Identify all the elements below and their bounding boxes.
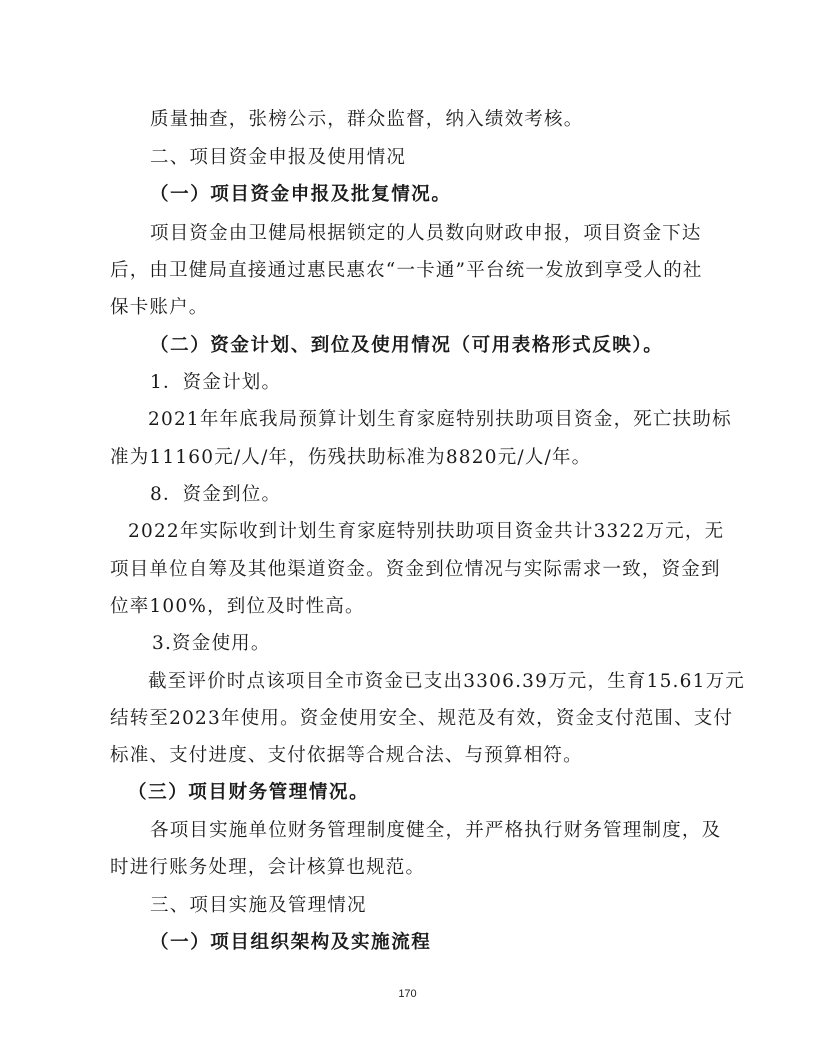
subsection-heading: （一）项目资金申报及批复情况。	[150, 184, 452, 205]
body-text-line: 2021年年底我局预算计划生育家庭特别扶助项目资金，死亡扶助标	[148, 409, 732, 430]
subsection-heading: （三）项目财务管理情况。	[128, 782, 370, 803]
body-text-line: 后，由卫健局直接通过惠民惠农“一卡通”平台统一发放到享受人的社	[110, 260, 703, 281]
subsection-heading: （二）资金计划、到位及使用情况（可用表格形式反映）。	[150, 335, 664, 356]
body-text-line: 项目资金由卫健局根据锁定的人员数向财政申报，项目资金下达	[150, 223, 702, 244]
body-text-line: 截至评价时点该项目全市资金已支出3306.39万元，生育15.61万元	[148, 671, 745, 692]
subsection-heading: （一）项目组织架构及实施流程	[150, 932, 432, 953]
body-text-line: 2022年实际收到计划生育家庭特别扶助项目资金共计3322万元，无	[128, 521, 725, 542]
body-text-line: 保卡账户。	[110, 297, 209, 318]
body-text-line: 结转至2023年使用。资金使用安全、规范及有效，资金支付范围、支付	[110, 708, 734, 729]
body-text-line: 质量抽查，张榜公示，群众监督，纳入绩效考核。	[150, 109, 584, 130]
body-text-line: 时进行账务处理，会计核算也规范。	[110, 857, 426, 878]
body-text-line: 标准、支付进度、支付依据等合规合法、与预算相符。	[110, 745, 583, 766]
list-item-heading: 3.资金使用。	[152, 633, 271, 654]
list-item-heading: 1．资金计划。	[150, 372, 282, 393]
body-text-line: 位率100%，到位及时性高。	[110, 596, 365, 617]
body-text-line: 各项目实施单位财务管理制度健全，并严格执行财务管理制度，及	[150, 820, 722, 841]
section-heading: 三、项目实施及管理情况	[150, 895, 367, 916]
body-text-line: 准为11160元/人/年，伤残扶助标准为8820元/人/年。	[110, 447, 592, 468]
page-number: 170	[398, 988, 417, 1000]
section-heading: 二、项目资金申报及使用情况	[150, 147, 407, 168]
body-text-line: 项目单位自筹及其他渠道资金。资金到位情况与实际需求一致，资金到	[110, 559, 721, 580]
list-item-heading: 8．资金到位。	[150, 484, 282, 505]
